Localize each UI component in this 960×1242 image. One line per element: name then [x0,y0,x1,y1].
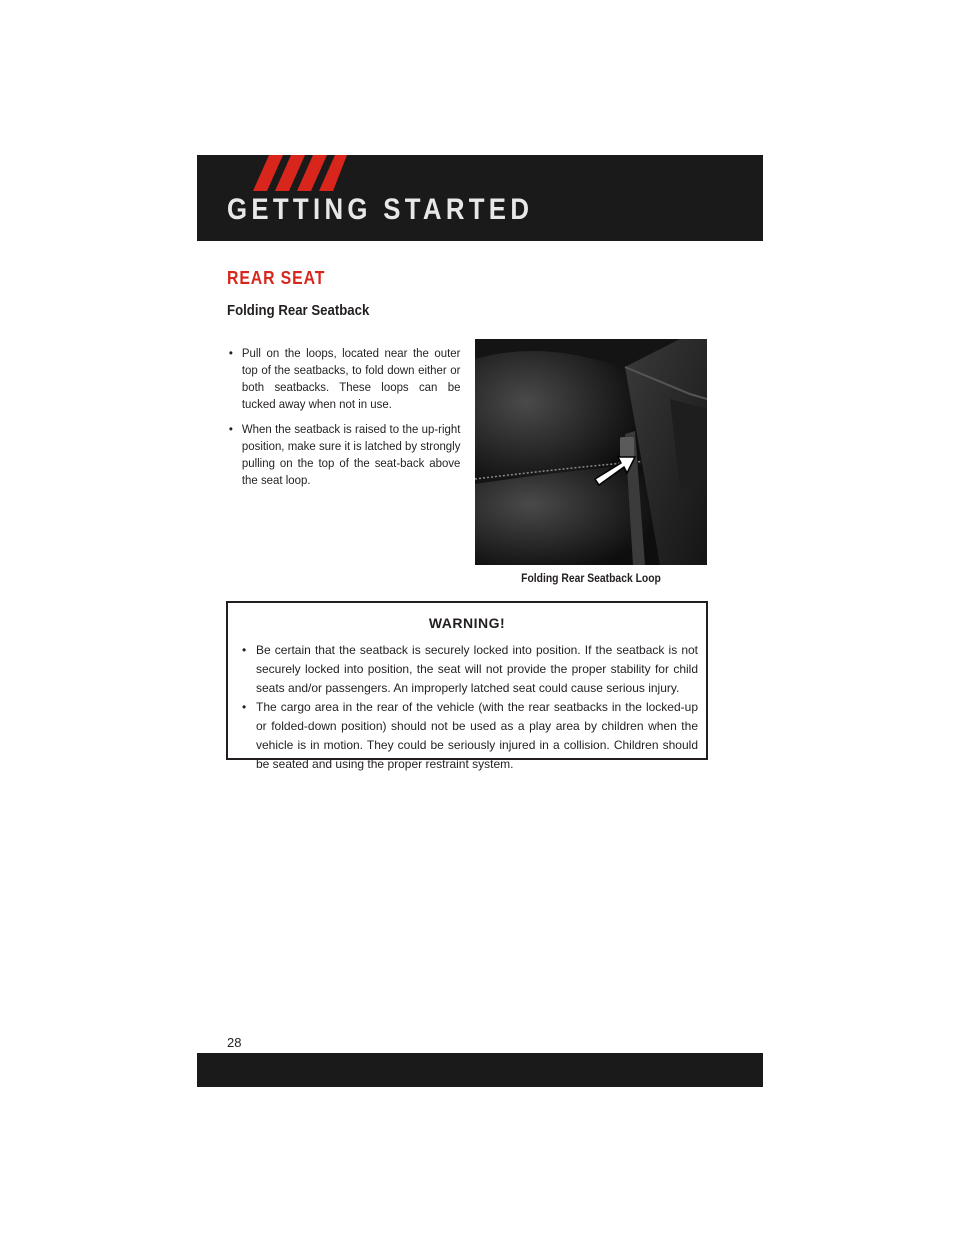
instruction-list [227,345,463,497]
brand-stripes-icon [247,155,347,191]
seatback-loop-photo [475,339,707,565]
page-subheading: Folding Rear Seatback [227,302,370,319]
list-item: • When the seatback is raised to the up-right position, make sure it is latched by strongly pulling on the top of the seat-back above the seat loop. [227,421,460,489]
warning-box [226,601,708,771]
list-item: • The cargo area in the rear of the vehicle (with the rear seatbacks in the locked-up or folded-down position) should not be used as a play area by children when the vehicle is in motion. They could be seriously injured in a collision. Children should be seated and using the proper restraint system. [240,698,698,774]
warning-title: WARNING! [428,615,506,631]
list-item: • Be certain that the seatback is securely locked into position. If the seatback is not securely locked into position, the seat will not provide the proper stability for child seats and/or passengers. An improperly latched seat could cause serious injury. [240,641,698,698]
section-title: GETTING STARTED [227,193,534,226]
figure-caption: Folding Rear Seatback Loop [521,573,661,585]
footer-bar [197,1053,763,1087]
list-item: • Pull on the loops, located near the outer top of the seatbacks, to fold down either or both seatbacks. These loops can be tucked away when not in use. [227,345,460,413]
page-heading: REAR SEAT [227,268,326,288]
section-header-bar [197,155,763,241]
page-number: 28 [227,1035,242,1050]
warning-list [240,641,698,774]
